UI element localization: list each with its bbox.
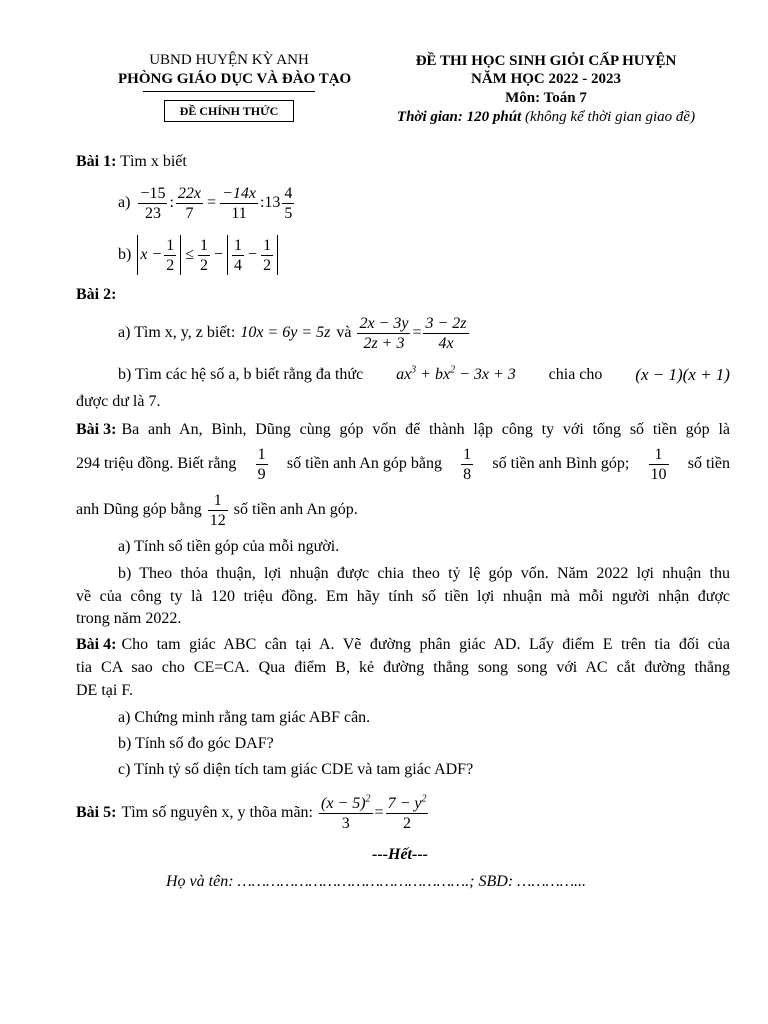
- bai1-part-b: [118, 234, 280, 276]
- exam-title: ĐỀ THI HỌC SINH GIỎI CẤP HUYỆN: [415, 53, 677, 69]
- bai1-a-colon1: :: [169, 194, 174, 211]
- bai2-label: Bài 2:: [76, 286, 117, 303]
- bai5-frac2: $\frac{7 - y^2}{2}$: [387, 793, 427, 832]
- bai4-label: Bài 4:: [76, 636, 117, 653]
- bai1-b-le: ≤: [185, 246, 195, 263]
- header-authority: UBND HUYỆN KỲ ANH: [149, 52, 309, 68]
- bai1-b-minus: −: [214, 246, 224, 263]
- bai1-a-frac1: $\frac{-15}{23}$: [140, 184, 166, 222]
- header-left: [118, 52, 352, 89]
- abs-bar-left2: [227, 235, 228, 275]
- bai2-a-text: a) Tìm x, y, z biết:: [118, 324, 236, 341]
- bai4-part-b: b) Tính số đo góc DAF?: [118, 735, 274, 752]
- bai1-b-x: x −: [140, 246, 163, 263]
- bai3-frac-1-8: $\frac{1}{8}$: [463, 445, 472, 483]
- school-year: NĂM HỌC 2022 - 2023: [471, 71, 621, 87]
- bai3-part-b-line3: trong năm 2022.: [76, 610, 182, 627]
- bai5-frac1: $\frac{(x - 5)^2}{3}$: [320, 793, 371, 832]
- bai3-part-b-line2: về của công ty là 120 triệu đồng. Em hãy tính số tiền lợi nhuận mà mỗi người nhận được: [76, 588, 730, 605]
- bai5-text: Tìm số nguyên x, y thõa mãn:: [121, 804, 313, 821]
- bai2-b-text3: được dư là 7.: [76, 393, 161, 410]
- time-note: (không kể thời gian giao đề): [525, 109, 696, 125]
- end-marker: ---Hết---: [372, 846, 428, 863]
- bai1-b-frac4: $\frac{1}{2}$: [263, 236, 272, 274]
- bai2-b-divisor: (x − 1)(x + 1): [635, 365, 730, 384]
- bai5-label: Bài 5:: [76, 804, 117, 821]
- bai1-b-label: b): [118, 246, 132, 263]
- bai3-part-b-line1: b) Theo thỏa thuận, lợi nhuận được chia theo tỷ lệ góp vốn. Năm 2022 lợi nhuận thu: [118, 565, 730, 582]
- bai3-frac-1-12: $\frac{1}{12}$: [209, 491, 226, 529]
- bai1-label: Bài 1:: [76, 153, 117, 170]
- bai2-part-b: [118, 365, 730, 385]
- bai1-a-eq: =: [207, 194, 217, 211]
- subject: Môn: Toán 7: [505, 90, 587, 106]
- bai2-a-and: và: [336, 324, 352, 341]
- candidate-info-line: Họ và tên: ………………………………………….; SBD: …………...: [166, 873, 587, 890]
- time-limit: Thời gian: 120 phút: [396, 109, 522, 125]
- bai1-heading: [76, 153, 187, 171]
- official-exam-box: ĐỀ CHÍNH THỨC: [164, 100, 294, 122]
- bai3-line3: anh Dũng góp bằng $\frac{1}{12}$ số tiền anh An góp.: [76, 491, 358, 529]
- abs-bar-right2: [277, 235, 278, 275]
- bai2-a-frac2: $\frac{3 - 2z}{4x}$: [425, 314, 467, 352]
- abs-bar-right: [180, 235, 181, 275]
- bai4-line2: tia CA sao cho CE=CA. Qua điểm B, kẻ đường thẳng song song với AC cắt đường thẳng: [76, 659, 730, 676]
- header-department: PHÒNG GIÁO DỤC VÀ ĐÀO TẠO: [118, 71, 352, 87]
- bai2-b-polynomial: $ax^3 + bx^2 - 3x + 3$: [396, 364, 516, 383]
- bai1-a-frac4: $\frac{4}{5}$: [284, 184, 293, 222]
- bai1-text: Tìm x biết: [120, 153, 187, 170]
- bai3-frac-1-9: $\frac{1}{9}$: [257, 445, 266, 483]
- bai4-line3: DE tại F.: [76, 682, 133, 699]
- bai5-eq: =: [374, 804, 384, 821]
- bai2-b-text1: b) Tìm các hệ số a, b biết rằng đa thức: [118, 366, 364, 383]
- bai2-a-eq2: =: [412, 324, 422, 341]
- bai2-part-a: [118, 312, 471, 354]
- bai1-a-frac2: $\frac{22x}{7}$: [177, 184, 202, 222]
- bai2-a-frac1: $\frac{2x - 3y}{2z + 3}$: [359, 314, 409, 352]
- bai4-part-c: c) Tính tỷ số diện tích tam giác CDE và tam giác ADF?: [118, 761, 474, 778]
- bai3-line2: 294 triệu đồng. Biết rằng $\frac{1}{9}$ số tiền anh An góp bằng $\frac{1}{8}$ số tiền anh Bình góp; $\frac{1}{10}$ số tiền: [76, 445, 730, 483]
- bai5-line: [76, 788, 430, 838]
- bai1-a-colon2: :13: [259, 194, 281, 211]
- bai1-part-a: [118, 182, 296, 224]
- header-divider: [143, 91, 315, 92]
- bai3-frac-1-10: $\frac{1}{10}$: [650, 445, 667, 483]
- bai2-b-text2: chia cho: [548, 366, 603, 383]
- bai1-a-frac3: $\frac{-14x}{11}$: [222, 184, 256, 222]
- bai1-b-frac1: $\frac{1}{2}$: [166, 236, 175, 274]
- bai1-b-frac3: $\frac{1}{4}$: [234, 236, 243, 274]
- bai1-b-minus2: −: [248, 246, 258, 263]
- bai3-part-a: a) Tính số tiền góp của mỗi người.: [118, 538, 340, 555]
- bai1-a-label: a): [118, 194, 131, 211]
- bai1-b-frac2: $\frac{1}{2}$: [200, 236, 209, 274]
- bai4-part-a: a) Chứng minh rằng tam giác ABF cân.: [118, 709, 371, 726]
- bai4-line1: Bài 4: Cho tam giác ABC cân tại A. Vẽ đường phân giác AD. Lấy điểm E trên tia đối của: [76, 636, 730, 653]
- bai3-line1: Bài 3: Ba anh An, Bình, Dũng cùng góp vốn để thành lập công ty với tổng số tiền góp là: [76, 421, 730, 438]
- abs-bar-left: [137, 235, 138, 275]
- bai3-label: Bài 3:: [76, 421, 117, 438]
- time-line: [370, 108, 722, 127]
- bai2-a-equation: 10x = 6y = 5z: [240, 324, 331, 341]
- header-right: [370, 52, 722, 127]
